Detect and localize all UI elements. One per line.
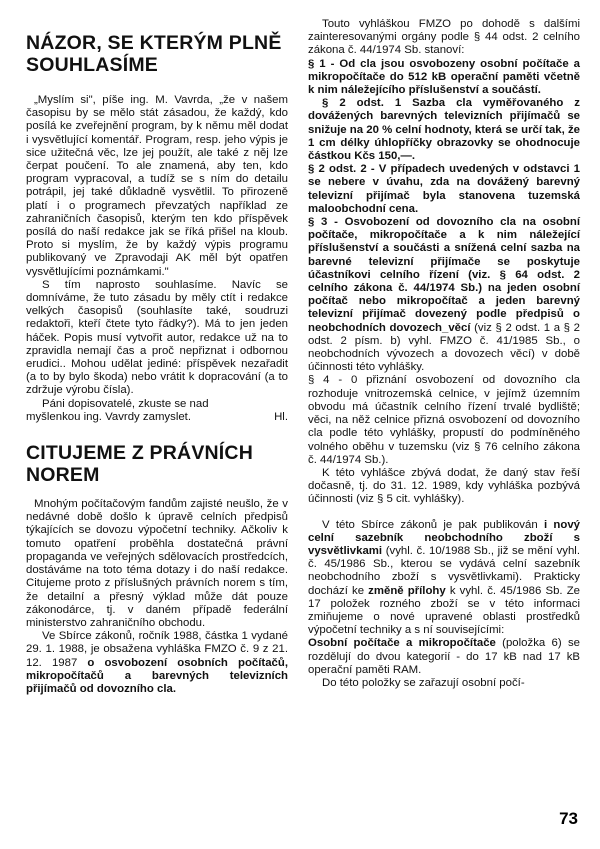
right-column: [308, 18, 580, 690]
bold-text: i nový celní sazebník neobchodního zboží s vysvětlivkami: [308, 518, 581, 557]
paragraph: [308, 637, 580, 677]
bold-text: § 3 - Osvobození od dovozního cla na osobní počítače, mikropočítače a k nim náležející příslušenství a součásti a snížená celní sazba na barevné televizní přijímače se poskytuje účastníkovi celního řízení (viz. § 64 odst. 2 celního zákona č. 44/1974 Sb.) na jeden osobní počítač nebo mikropočítač a jeden barevný televizní přijímač dovezený podle předpisů o neobchodních dovozech_věcí: [308, 216, 580, 334]
text-run: Ve Sbírce zákonů, ročník 1988, částka 1 vydané 29. 1. 1988, je obsažena vyhláška FMZO č. 9 z 21. 12. 1987: [26, 630, 288, 669]
text-run: k vyhl. č. 45/1986 Sb. Ze 17 položek rozného zboží se v této informaci zmiňujeme o nové upravené oblasti prostředků výpočetní techniky a s ní souvisejícími:: [308, 584, 580, 637]
paragraph: S tím naprosto souhlasíme. Navíc se domníváme, že tuto zásadu by měly ctít i redakce velkých časopisů (souhlasíte také, soudruzi redaktoři, kteří čtete tyto řádky?). Má to jen jeden háček. Popis musí vytvořit autor, redakce už na to zpravidla nemají čas a proč nepřiznat i odbornou erudici.. Mohou udělat jediné: příspěvek nezařadit (a to by bylo škoda) nebo vrátit k dopracování (a to zdržuje výrobu čísla).: [26, 278, 288, 397]
section-2-2: § 2 odst. 2 - V případech uvedených v odstavci 1 se nebere v úvahu, zda na dovážený barevný televizní přijímač byla stanovena tuzemská maloobchodní cena.: [308, 163, 580, 215]
article-title-opinion: NÁZOR, SE KTERÝM PLNĚ SOUHLASÍME: [26, 32, 282, 76]
paragraph: Touto vyhláškou FMZO po dohodě s dalšími zainteresovanými orgány podle § 44 odst. 2 celního zákona č. 44/1974 Sb. stanoví:: [308, 18, 580, 57]
section-2-1: § 2 odst. 1 Sazba cla vyměřovaného z dovážených barevných televizních přijímačů se snižuje na 20 % celní hodnoty, která se určí tak, že 1 cm délky úhlopříčky obrazovky se ohodnocuje částkou Kčs 150,—.: [308, 97, 580, 163]
author-signature: Hl.: [274, 410, 288, 423]
article-title-legal: CITUJEME Z PRÁVNÍCH NOREM: [26, 442, 253, 487]
paragraph: [308, 519, 580, 638]
text-run: (viz § 2 odst. 1 a § 2 odst. 2 písm. b) vyhl. FMZO č. 41/1985 Sb., o neobchodních vývozech a dovozech věcí) v době účinnosti této vyhlášky.: [308, 321, 580, 374]
bold-text: změně přílohy: [368, 584, 446, 597]
text-run: (vyhl. č. 10/1988 Sb., již se mění vyhl. č. 45/1986 Sb., kterou se vydává celní sazebník neobchodního zboží s vysvětlivkami). Prakticky dochází ke: [308, 544, 580, 597]
section-1: § 1 - Od cla jsou osvobozeny osobní počítače a mikropočítače do 512 kB operační paměti včetně k nim náležejícího příslušenství a součástí.: [308, 57, 580, 97]
text-run: V této Sbírce zákonů je pak publikován: [322, 518, 544, 531]
paragraph: [26, 630, 288, 696]
paragraph: Mnohým počítačovým fandům zajisté neušlo, že v nedávné době došlo k úpravě celních předpisů týkajících se dovozu výpočetní techniky. Ačkoliv k tomuto opatření proběhla dostatečná právní propaganda ve veřejných sdělovacích prostředcích, dostáváme na toto téma dotazy i do naší redakce. Citujeme proto z příslušných právních norem s tím, že detailní a přesný výklad může dát pouze zákonodárce, tj. v daném případě federální ministerstvo zahraničního obchodu.: [26, 498, 288, 629]
paragraph: Páni dopisovatelé, zkuste se nad myšlenkou ing. Vavrdy zamyslet.: [26, 397, 209, 423]
paragraph: Do této položky se zařazují osobní počí-: [322, 676, 525, 689]
closing-line: [26, 398, 288, 424]
left-column: [26, 18, 288, 696]
page-number: 73: [559, 809, 578, 828]
paragraph: „Myslím si", píše ing. M. Vavrda, „že v našem časopisu by se mělo stát zásadou, že každý, kdo posílá ke zveřejnění program, by k němu měl dodat i vysvětlující komentář. Program, resp. jeho výpis je sice užitečná věc, lze jej použít, ale také z něj lze čerpat poučení. To ale znamená, aby ten, kdo program vypracoval, a tudíž se s ním do detailu potrápil, jej také důkladně vysvětlil. To přirozeně platí i o programech převzatých například ze zahraničních časopisů, kterým ten kdo příspěvek posílá do naší redakce jak se říká přišel na kloub. Proto si myslím, že by každý výpis programu publikovaný ve Zpravodaji AK měl být opatřen vysvětlujícími poznámkami.": [26, 94, 288, 278]
paragraph: K této vyhlášce zbývá dodat, že daný stav řeší dočasně, tj. do 31. 12. 1989, kdy vyhláška pozbývá účinnosti (viz § 5 cit. vyhlášky).: [308, 466, 580, 506]
text-run: (položka 6) se rozdělují do dvou kategorií - do 17 kB nad 17 kB operační paměti RAM.: [308, 637, 580, 676]
section-4: § 4 - 0 přiznání osvobození od dovozního cla rozhoduje vnitrozemská celnice, v jejímž územním obvodu má účastník celního řízení trvalé bydliště; věci, na něž celnice přizná osvobození od dovozního cla podle této vyhlášky, propustí do podmíněného volného oběhu v tuzemsku (viz § 76 celního zákona č. 44/1974 Sb.).: [308, 374, 580, 466]
bold-text: o osvobození osobních počítačů, mikropočítačů a barevných televizních přijímačů od dovozního cla.: [26, 656, 288, 695]
section-3: [308, 216, 580, 374]
bold-text: Osobní počítače a mikropočítače: [308, 637, 496, 650]
